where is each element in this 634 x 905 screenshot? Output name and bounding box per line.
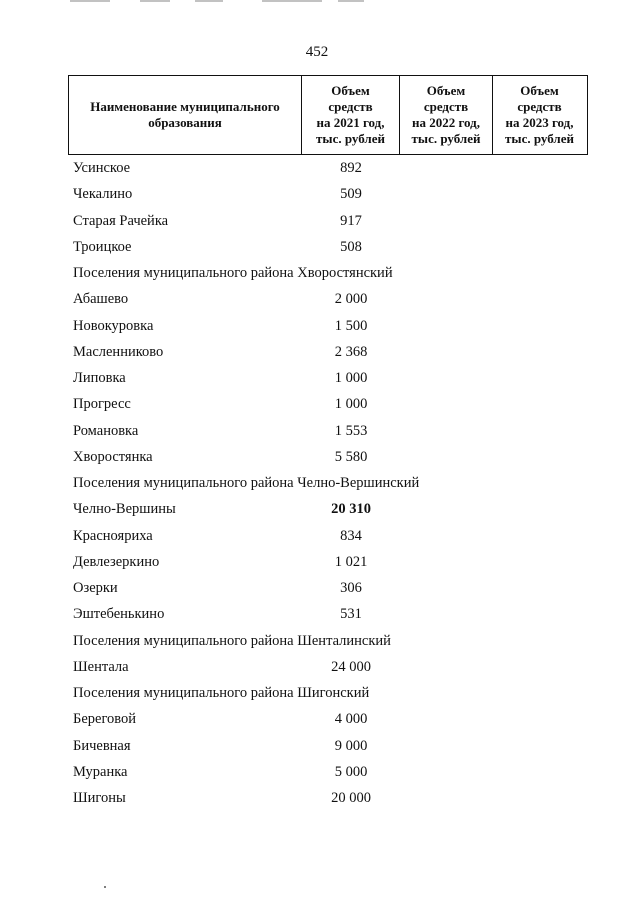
group-heading: Поселения муниципального района Шигонский: [73, 685, 370, 701]
row-value-2021: 5 000: [334, 763, 368, 780]
row-value-2021: 9 000: [334, 737, 368, 754]
row-name: Масленниково: [73, 343, 164, 360]
row-name: Троицкое: [73, 238, 132, 255]
row-name: Хворостянка: [73, 448, 153, 465]
table-row: [0, 578, 634, 604]
row-name: Муранка: [73, 763, 128, 780]
group-heading: Поселения муниципального района Шенталинский: [73, 632, 391, 649]
table-row: [0, 158, 634, 184]
row-value-2021: 834: [340, 527, 362, 544]
row-name: Чекалино: [73, 186, 133, 203]
page-number: 452: [305, 44, 329, 60]
table-row: [0, 421, 634, 447]
header-year-2023: Объем средств на 2023 год, тыс. рублей: [505, 83, 574, 146]
row-value-2021: 1 553: [334, 422, 368, 439]
row-name: Краснояриха: [73, 527, 153, 544]
scan-artifact-line: [195, 0, 223, 2]
group-heading-row: [0, 631, 634, 657]
row-name: Береговой: [73, 711, 137, 728]
group-heading-row: [0, 473, 634, 499]
row-value-2021: 509: [340, 186, 362, 203]
row-value-2021: 20 000: [331, 790, 371, 806]
row-name: Девлезеркино: [73, 553, 160, 570]
table-row: [0, 289, 634, 315]
scan-artifact-line: [338, 0, 364, 2]
row-value-2021: 2 000: [334, 291, 368, 308]
row-name: Шентала: [73, 658, 129, 675]
row-name: Бичевная: [73, 737, 131, 754]
table-row: [0, 447, 634, 473]
row-value-2021: 917: [340, 212, 362, 229]
scan-artifact-line: [70, 0, 110, 2]
row-value-2021: 20 310: [331, 501, 371, 518]
scan-speck: [104, 886, 106, 888]
row-value-2021: 1 500: [334, 317, 368, 334]
row-name: Абашево: [73, 291, 129, 308]
row-value-2021: 1 021: [334, 553, 368, 570]
table-row: [0, 394, 634, 420]
row-value-2021: 4 000: [334, 711, 368, 728]
table-row: [0, 211, 634, 237]
scan-artifact-line: [140, 0, 170, 2]
row-value-2021: 2 368: [334, 343, 368, 360]
table-row: [0, 552, 634, 578]
row-value-2021: 508: [340, 238, 362, 255]
row-name: Шигоны: [73, 790, 126, 806]
table-row: [0, 604, 634, 630]
table-row: [0, 342, 634, 368]
row-name: Старая Рачейка: [73, 212, 169, 229]
group-heading: Поселения муниципального района Хворостянский: [73, 265, 393, 281]
group-heading-row: [0, 683, 634, 709]
row-value-2021: 5 580: [334, 448, 368, 465]
row-value-2021: 1 000: [334, 370, 368, 386]
table-row: [0, 184, 634, 210]
table-row: [0, 526, 634, 552]
table-header: [68, 75, 588, 155]
row-name: Эштебенькино: [73, 606, 165, 623]
table-row: [0, 368, 634, 394]
header-year-2022: Объем средств на 2022 год, тыс. рублей: [400, 76, 493, 154]
row-value-2021: 1 000: [334, 396, 368, 413]
table-row: [0, 499, 634, 525]
row-name: Прогресс: [73, 396, 131, 413]
table-body: [0, 158, 634, 814]
table-row: [0, 736, 634, 762]
row-value-2021: 892: [340, 160, 362, 176]
row-value-2021: 24 000: [331, 658, 371, 675]
row-value-2021: 306: [340, 580, 362, 596]
group-heading-row: [0, 263, 634, 289]
row-name: Новокуровка: [73, 317, 154, 334]
table-row: [0, 316, 634, 342]
row-name: Липовка: [73, 370, 126, 386]
row-name: Усинское: [73, 160, 131, 176]
table-row: [0, 237, 634, 263]
group-heading: Поселения муниципального района Челно-Вершинский: [73, 475, 420, 491]
table-row: [0, 657, 634, 683]
table-row: [0, 762, 634, 788]
table-row: [0, 788, 634, 814]
scan-artifact-line: [262, 0, 322, 2]
table-row: [0, 709, 634, 735]
header-year-2021: Объем средств на 2021 год, тыс. рублей: [302, 76, 400, 154]
row-name: Озерки: [73, 580, 118, 596]
row-value-2021: 531: [340, 606, 362, 623]
header-municipality-name: Наименование муниципального образования: [69, 76, 302, 154]
row-name: Челно-Вершины: [73, 501, 176, 518]
row-name: Романовка: [73, 422, 139, 439]
